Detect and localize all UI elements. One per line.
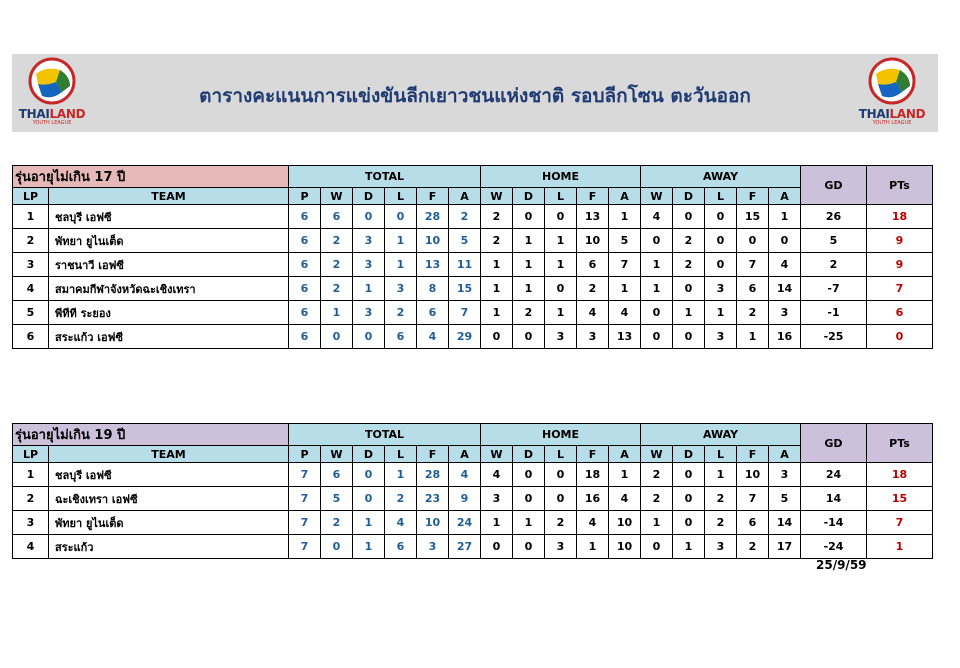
total-stat-cell: 6 xyxy=(385,325,417,349)
home-stat-cell: 1 xyxy=(481,301,513,325)
total-stat-cell: 6 xyxy=(289,301,321,325)
away-stat-cell: 3 xyxy=(705,277,737,301)
home-header: HOME xyxy=(481,424,641,446)
away-stat-cell: 0 xyxy=(673,205,705,229)
table-row xyxy=(13,301,933,325)
away-stat-cell: 1 xyxy=(673,301,705,325)
position-cell: 2 xyxy=(13,229,49,253)
away-stat-cell: 0 xyxy=(705,229,737,253)
total-stat-cell: 2 xyxy=(321,511,353,535)
away-col-header: F xyxy=(737,446,769,463)
lp-header: LP xyxy=(13,188,49,205)
total-stat-cell: 28 xyxy=(417,205,449,229)
total-stat-cell: 1 xyxy=(353,277,385,301)
total-stat-cell: 7 xyxy=(289,535,321,559)
total-stat-cell: 3 xyxy=(353,253,385,277)
away-stat-cell: 2 xyxy=(737,535,769,559)
away-header: AWAY xyxy=(641,424,801,446)
away-stat-cell: 14 xyxy=(769,277,801,301)
gd-cell: -24 xyxy=(801,535,867,559)
logo-text-a-right: THAI xyxy=(858,107,890,121)
home-stat-cell: 1 xyxy=(481,253,513,277)
total-stat-cell: 2 xyxy=(321,229,353,253)
total-stat-cell: 0 xyxy=(321,325,353,349)
away-stat-cell: 0 xyxy=(737,229,769,253)
home-stat-cell: 6 xyxy=(577,253,609,277)
logo-text-b-right: LAND xyxy=(889,107,926,121)
position-cell: 1 xyxy=(13,205,49,229)
home-col-header: F xyxy=(577,188,609,205)
points-cell: 7 xyxy=(867,277,933,301)
position-cell: 6 xyxy=(13,325,49,349)
gd-cell: -1 xyxy=(801,301,867,325)
points-cell: 0 xyxy=(867,325,933,349)
home-col-header: W xyxy=(481,188,513,205)
points-cell: 9 xyxy=(867,253,933,277)
team-name-cell: พีทีที ระยอง xyxy=(49,301,289,325)
home-stat-cell: 4 xyxy=(609,301,641,325)
total-stat-cell: 4 xyxy=(449,463,481,487)
home-stat-cell: 5 xyxy=(609,229,641,253)
team-name-cell: สมาคมกีฬาจังหวัดฉะเชิงเทรา xyxy=(49,277,289,301)
home-stat-cell: 7 xyxy=(609,253,641,277)
away-header: AWAY xyxy=(641,166,801,188)
logo-text-a: THAI xyxy=(18,107,50,121)
away-stat-cell: 2 xyxy=(673,229,705,253)
total-col-header: F xyxy=(417,188,449,205)
home-col-header: W xyxy=(481,446,513,463)
home-stat-cell: 3 xyxy=(577,325,609,349)
home-stat-cell: 1 xyxy=(481,277,513,301)
points-cell: 1 xyxy=(867,535,933,559)
home-col-header: L xyxy=(545,446,577,463)
total-col-header: F xyxy=(417,446,449,463)
home-stat-cell: 1 xyxy=(609,463,641,487)
gd-cell: 14 xyxy=(801,487,867,511)
away-stat-cell: 0 xyxy=(673,511,705,535)
total-stat-cell: 0 xyxy=(353,205,385,229)
away-stat-cell: 2 xyxy=(641,487,673,511)
gd-cell: -7 xyxy=(801,277,867,301)
total-stat-cell: 1 xyxy=(321,301,353,325)
total-header: TOTAL xyxy=(289,424,481,446)
points-cell: 18 xyxy=(867,205,933,229)
header-banner xyxy=(12,54,938,132)
total-stat-cell: 6 xyxy=(321,463,353,487)
total-stat-cell: 7 xyxy=(289,463,321,487)
away-stat-cell: 2 xyxy=(705,487,737,511)
points-cell: 9 xyxy=(867,229,933,253)
total-stat-cell: 7 xyxy=(449,301,481,325)
away-stat-cell: 4 xyxy=(769,253,801,277)
total-stat-cell: 4 xyxy=(385,511,417,535)
away-stat-cell: 0 xyxy=(705,205,737,229)
away-stat-cell: 1 xyxy=(737,325,769,349)
home-stat-cell: 1 xyxy=(609,277,641,301)
away-stat-cell: 0 xyxy=(641,301,673,325)
position-cell: 2 xyxy=(13,487,49,511)
team-name-cell: พัทยา ยูไนเต็ด xyxy=(49,229,289,253)
total-stat-cell: 1 xyxy=(385,253,417,277)
team-name-cell: สระแก้ว เอฟซี xyxy=(49,325,289,349)
total-col-header: L xyxy=(385,446,417,463)
points-cell: 18 xyxy=(867,463,933,487)
away-stat-cell: 16 xyxy=(769,325,801,349)
home-stat-cell: 13 xyxy=(609,325,641,349)
position-cell: 5 xyxy=(13,301,49,325)
total-col-header: W xyxy=(321,446,353,463)
away-stat-cell: 3 xyxy=(769,301,801,325)
age-group-label: รุ่นอายุไม่เกิน 19 ปี xyxy=(13,424,289,446)
table-row xyxy=(13,511,933,535)
away-stat-cell: 2 xyxy=(737,301,769,325)
team-name-cell: ชลบุรี เอฟซี xyxy=(49,463,289,487)
total-col-header: A xyxy=(449,446,481,463)
total-stat-cell: 2 xyxy=(449,205,481,229)
total-stat-cell: 1 xyxy=(353,535,385,559)
total-stat-cell: 6 xyxy=(289,253,321,277)
position-cell: 4 xyxy=(13,277,49,301)
away-stat-cell: 10 xyxy=(737,463,769,487)
away-stat-cell: 3 xyxy=(705,325,737,349)
away-stat-cell: 3 xyxy=(769,463,801,487)
home-stat-cell: 0 xyxy=(545,277,577,301)
home-stat-cell: 4 xyxy=(577,301,609,325)
home-col-header: L xyxy=(545,188,577,205)
pts-header: PTs xyxy=(867,424,933,463)
home-stat-cell: 3 xyxy=(545,325,577,349)
total-stat-cell: 3 xyxy=(353,301,385,325)
home-stat-cell: 1 xyxy=(513,229,545,253)
total-stat-cell: 1 xyxy=(385,229,417,253)
total-stat-cell: 15 xyxy=(449,277,481,301)
home-stat-cell: 16 xyxy=(577,487,609,511)
total-stat-cell: 23 xyxy=(417,487,449,511)
team-name-cell: ราชนาวี เอฟซี xyxy=(49,253,289,277)
home-stat-cell: 1 xyxy=(545,301,577,325)
table-row xyxy=(13,277,933,301)
home-header: HOME xyxy=(481,166,641,188)
home-col-header: F xyxy=(577,446,609,463)
lp-header: LP xyxy=(13,446,49,463)
away-stat-cell: 14 xyxy=(769,511,801,535)
date-label: 25/9/59 xyxy=(816,558,867,572)
away-stat-cell: 0 xyxy=(673,325,705,349)
away-col-header: F xyxy=(737,188,769,205)
home-stat-cell: 1 xyxy=(513,253,545,277)
home-stat-cell: 2 xyxy=(513,301,545,325)
table-row xyxy=(13,535,933,559)
team-name-cell: พัทยา ยูไนเต็ด xyxy=(49,511,289,535)
total-stat-cell: 0 xyxy=(353,325,385,349)
total-stat-cell: 3 xyxy=(417,535,449,559)
away-stat-cell: 0 xyxy=(673,463,705,487)
away-stat-cell: 0 xyxy=(673,277,705,301)
away-stat-cell: 0 xyxy=(673,487,705,511)
table-row xyxy=(13,205,933,229)
position-cell: 1 xyxy=(13,463,49,487)
away-col-header: D xyxy=(673,188,705,205)
thailand-youth-league-logo-right xyxy=(856,56,928,128)
total-stat-cell: 0 xyxy=(353,487,385,511)
home-stat-cell: 2 xyxy=(481,229,513,253)
total-col-header: P xyxy=(289,188,321,205)
away-stat-cell: 1 xyxy=(641,511,673,535)
total-col-header: D xyxy=(353,446,385,463)
away-stat-cell: 0 xyxy=(641,229,673,253)
home-col-header: D xyxy=(513,446,545,463)
table-row xyxy=(13,229,933,253)
home-stat-cell: 0 xyxy=(513,487,545,511)
gd-header: GD xyxy=(801,424,867,463)
total-stat-cell: 27 xyxy=(449,535,481,559)
total-stat-cell: 6 xyxy=(417,301,449,325)
away-stat-cell: 1 xyxy=(641,253,673,277)
home-stat-cell: 4 xyxy=(481,463,513,487)
home-stat-cell: 1 xyxy=(513,511,545,535)
total-stat-cell: 6 xyxy=(289,205,321,229)
total-col-header: D xyxy=(353,188,385,205)
gd-cell: -25 xyxy=(801,325,867,349)
u19-standings-table xyxy=(12,423,933,559)
logo-subtext-right: YOUTH LEAGUE xyxy=(872,120,912,126)
away-stat-cell: 2 xyxy=(705,511,737,535)
page-title: ตารางคะแนนการแข่งขันลีกเยาวชนแห่งชาติ รอบลีกโซน ตะวันออก xyxy=(199,85,751,107)
total-stat-cell: 6 xyxy=(289,325,321,349)
away-stat-cell: 4 xyxy=(641,205,673,229)
total-stat-cell: 28 xyxy=(417,463,449,487)
home-stat-cell: 4 xyxy=(609,487,641,511)
home-stat-cell: 2 xyxy=(577,277,609,301)
total-stat-cell: 6 xyxy=(289,277,321,301)
gd-cell: 5 xyxy=(801,229,867,253)
total-stat-cell: 7 xyxy=(289,487,321,511)
away-col-header: W xyxy=(641,188,673,205)
home-stat-cell: 10 xyxy=(577,229,609,253)
away-stat-cell: 5 xyxy=(769,487,801,511)
away-col-header: D xyxy=(673,446,705,463)
home-stat-cell: 1 xyxy=(545,229,577,253)
total-stat-cell: 2 xyxy=(321,253,353,277)
total-stat-cell: 13 xyxy=(417,253,449,277)
total-stat-cell: 8 xyxy=(417,277,449,301)
position-cell: 3 xyxy=(13,253,49,277)
away-stat-cell: 7 xyxy=(737,487,769,511)
away-stat-cell: 15 xyxy=(737,205,769,229)
away-col-header: A xyxy=(769,446,801,463)
home-stat-cell: 0 xyxy=(545,205,577,229)
away-stat-cell: 1 xyxy=(641,277,673,301)
home-stat-cell: 10 xyxy=(609,511,641,535)
table-row xyxy=(13,325,933,349)
total-stat-cell: 0 xyxy=(321,535,353,559)
away-stat-cell: 0 xyxy=(641,535,673,559)
away-col-header: L xyxy=(705,446,737,463)
total-stat-cell: 9 xyxy=(449,487,481,511)
away-stat-cell: 0 xyxy=(705,253,737,277)
total-stat-cell: 4 xyxy=(417,325,449,349)
home-stat-cell: 0 xyxy=(513,205,545,229)
total-stat-cell: 3 xyxy=(385,277,417,301)
points-cell: 15 xyxy=(867,487,933,511)
logo-subtext: YOUTH LEAGUE xyxy=(32,120,72,126)
home-col-header: A xyxy=(609,446,641,463)
home-col-header: D xyxy=(513,188,545,205)
away-stat-cell: 1 xyxy=(705,463,737,487)
away-col-header: W xyxy=(641,446,673,463)
home-stat-cell: 1 xyxy=(513,277,545,301)
home-stat-cell: 18 xyxy=(577,463,609,487)
home-col-header: A xyxy=(609,188,641,205)
home-stat-cell: 2 xyxy=(481,205,513,229)
away-stat-cell: 6 xyxy=(737,511,769,535)
position-cell: 4 xyxy=(13,535,49,559)
total-stat-cell: 6 xyxy=(289,229,321,253)
home-stat-cell: 0 xyxy=(545,463,577,487)
total-stat-cell: 1 xyxy=(385,463,417,487)
home-stat-cell: 4 xyxy=(577,511,609,535)
home-stat-cell: 1 xyxy=(481,511,513,535)
pts-header: PTs xyxy=(867,166,933,205)
home-stat-cell: 0 xyxy=(513,325,545,349)
home-stat-cell: 3 xyxy=(545,535,577,559)
total-stat-cell: 5 xyxy=(449,229,481,253)
team-name-cell: ชลบุรี เอฟซี xyxy=(49,205,289,229)
home-stat-cell: 0 xyxy=(481,325,513,349)
away-col-header: A xyxy=(769,188,801,205)
u17-standings-table xyxy=(12,165,933,349)
points-cell: 7 xyxy=(867,511,933,535)
team-header: TEAM xyxy=(49,446,289,463)
total-col-header: W xyxy=(321,188,353,205)
points-cell: 6 xyxy=(867,301,933,325)
home-stat-cell: 2 xyxy=(545,511,577,535)
gd-cell: 2 xyxy=(801,253,867,277)
total-col-header: A xyxy=(449,188,481,205)
total-stat-cell: 6 xyxy=(321,205,353,229)
gd-cell: 24 xyxy=(801,463,867,487)
away-col-header: L xyxy=(705,188,737,205)
away-stat-cell: 1 xyxy=(673,535,705,559)
home-stat-cell: 10 xyxy=(609,535,641,559)
total-stat-cell: 7 xyxy=(289,511,321,535)
gd-cell: -14 xyxy=(801,511,867,535)
total-stat-cell: 10 xyxy=(417,511,449,535)
home-stat-cell: 0 xyxy=(513,463,545,487)
total-stat-cell: 2 xyxy=(321,277,353,301)
home-stat-cell: 0 xyxy=(513,535,545,559)
away-stat-cell: 2 xyxy=(673,253,705,277)
total-stat-cell: 5 xyxy=(321,487,353,511)
total-stat-cell: 0 xyxy=(353,463,385,487)
soccer-ball-icon-right xyxy=(856,56,928,106)
gd-header: GD xyxy=(801,166,867,205)
away-stat-cell: 7 xyxy=(737,253,769,277)
total-stat-cell: 3 xyxy=(353,229,385,253)
total-stat-cell: 0 xyxy=(385,205,417,229)
total-stat-cell: 29 xyxy=(449,325,481,349)
total-stat-cell: 10 xyxy=(417,229,449,253)
total-stat-cell: 11 xyxy=(449,253,481,277)
home-stat-cell: 0 xyxy=(481,535,513,559)
away-stat-cell: 0 xyxy=(641,325,673,349)
total-stat-cell: 1 xyxy=(353,511,385,535)
gd-cell: 26 xyxy=(801,205,867,229)
away-stat-cell: 2 xyxy=(641,463,673,487)
home-stat-cell: 13 xyxy=(577,205,609,229)
away-stat-cell: 3 xyxy=(705,535,737,559)
home-stat-cell: 1 xyxy=(609,205,641,229)
away-stat-cell: 1 xyxy=(705,301,737,325)
total-stat-cell: 2 xyxy=(385,301,417,325)
away-stat-cell: 0 xyxy=(769,229,801,253)
age-group-label: รุ่นอายุไม่เกิน 17 ปี xyxy=(13,166,289,188)
table-row xyxy=(13,487,933,511)
total-stat-cell: 6 xyxy=(385,535,417,559)
home-stat-cell: 1 xyxy=(545,253,577,277)
team-name-cell: สระแก้ว xyxy=(49,535,289,559)
position-cell: 3 xyxy=(13,511,49,535)
total-stat-cell: 24 xyxy=(449,511,481,535)
total-col-header: L xyxy=(385,188,417,205)
logo-text-b: LAND xyxy=(49,107,86,121)
total-stat-cell: 2 xyxy=(385,487,417,511)
home-stat-cell: 0 xyxy=(545,487,577,511)
table-row xyxy=(13,463,933,487)
home-stat-cell: 1 xyxy=(577,535,609,559)
team-header: TEAM xyxy=(49,188,289,205)
total-header: TOTAL xyxy=(289,166,481,188)
table-row xyxy=(13,253,933,277)
away-stat-cell: 17 xyxy=(769,535,801,559)
away-stat-cell: 6 xyxy=(737,277,769,301)
home-stat-cell: 3 xyxy=(481,487,513,511)
team-name-cell: ฉะเชิงเทรา เอฟซี xyxy=(49,487,289,511)
away-stat-cell: 1 xyxy=(769,205,801,229)
total-col-header: P xyxy=(289,446,321,463)
